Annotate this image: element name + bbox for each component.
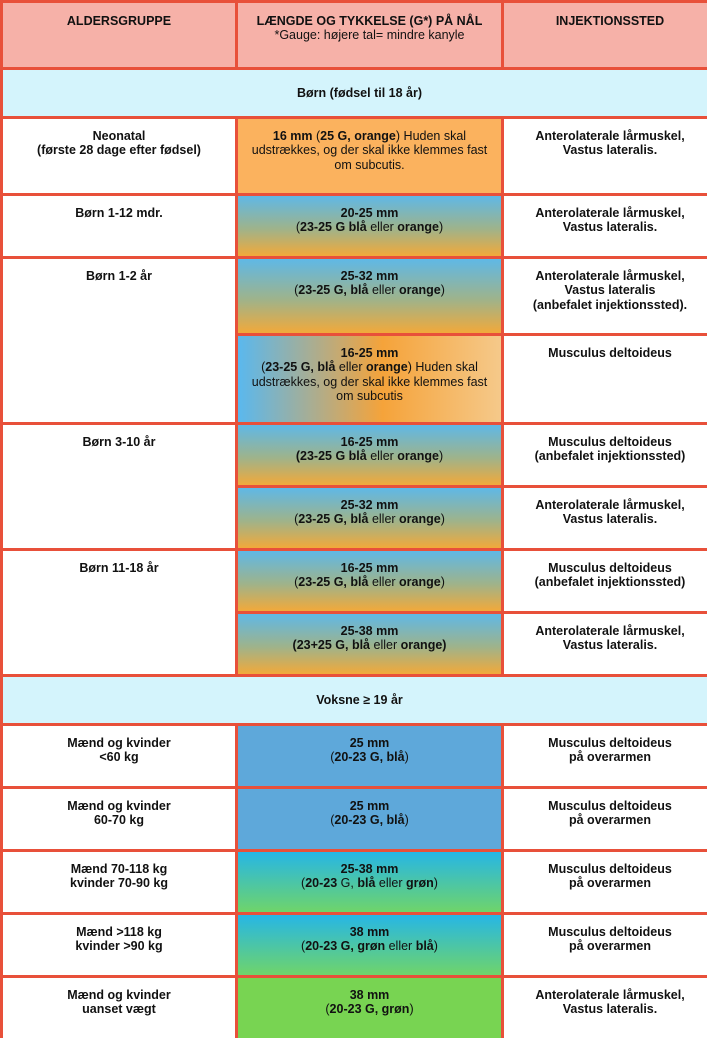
needle-1-2-years-b <box>238 336 501 422</box>
group-line1: Mænd og kvinder <box>67 799 171 813</box>
group-adults-60-70 <box>3 789 235 849</box>
paren-open: ( <box>325 1002 330 1017</box>
gauge-orange: orange <box>399 283 441 298</box>
needle-length: 38 mm <box>349 988 390 1002</box>
needle-1-2-years-a <box>238 259 501 333</box>
group-adults-over-118 <box>3 915 235 975</box>
needle-gauge: 20-23 <box>305 876 338 891</box>
site-11-18-years-b <box>504 614 707 674</box>
gauge-orange: orange <box>400 638 443 653</box>
group-neonatal <box>3 119 235 193</box>
section-children <box>3 70 707 116</box>
needle-adults-70-118 <box>238 852 501 912</box>
site-line3: (anbefalet injektionssted). <box>532 297 688 312</box>
paren-open: ( <box>315 129 321 143</box>
needle-length: 25 mm <box>349 799 390 813</box>
group-adults-70-118 <box>3 852 235 912</box>
needle-gauge-line <box>296 220 443 234</box>
needle-gauge-line <box>294 283 445 297</box>
needle-gauge: 20-23 G, grøn <box>305 939 386 954</box>
site-line1: Musculus deltoideus <box>548 799 672 813</box>
site-line1: Anterolaterale lårmuskel, <box>535 206 685 220</box>
paren-close: ) <box>407 360 412 375</box>
paren-close: ) <box>404 813 409 828</box>
needle-length: 16-25 mm <box>340 346 399 360</box>
needle-adults-60-70 <box>238 789 501 849</box>
site-line2: (anbefalet injektionssted) <box>534 449 686 464</box>
group-text: Børn 11-18 år <box>79 561 159 575</box>
site-adults-60-70 <box>504 789 707 849</box>
site-line2: Vastus lateralis <box>564 283 656 298</box>
paren-open: ( <box>330 813 335 828</box>
group-line1: Mænd >118 kg <box>76 925 162 939</box>
paren-open: ( <box>292 638 297 653</box>
header-needle-text: LÆNGDE OG TYKKELSE (G*) PÅ NÅL <box>256 14 483 28</box>
word-eller: eller <box>373 638 398 653</box>
site-line1: Musculus deltoideus <box>548 862 672 876</box>
section-adults <box>3 677 707 723</box>
needle-3-10-years-a <box>238 425 501 485</box>
needle-11-18-years-a <box>238 551 501 611</box>
needle-11-18-years-b <box>238 614 501 674</box>
site-3-10-years-b <box>504 488 707 548</box>
group-line2: kvinder 70-90 kg <box>70 876 168 891</box>
group-text: Børn 3-10 år <box>82 435 156 449</box>
needle-gauge-line <box>325 1002 413 1016</box>
group-1-12-months <box>3 196 235 256</box>
needle-adults-any-weight <box>238 978 501 1038</box>
group-text: Børn 1-2 år <box>86 269 152 283</box>
needle-gauge: 23-25 G, blå <box>298 512 369 527</box>
needle-gauge: 20-23 G, blå <box>334 813 405 828</box>
needle-length: 25-38 mm <box>340 862 399 876</box>
site-line1: Musculus deltoideus <box>548 561 672 575</box>
site-line2: på overarmen <box>569 813 651 828</box>
paren-open: ( <box>295 449 300 464</box>
gauge-unit: G, <box>340 876 354 891</box>
needle-length: 20-25 mm <box>340 206 399 220</box>
group-line2: uanset vægt <box>82 1002 156 1017</box>
site-1-12-months <box>504 196 707 256</box>
paren-close: ) <box>409 1002 414 1017</box>
needle-gauge: 23-25 G, blå <box>298 575 369 590</box>
needle-gauge: 20-23 G, grøn <box>329 1002 410 1017</box>
needle-gauge: 23-25 G, blå <box>298 283 369 298</box>
needle-gauge-line <box>330 750 409 764</box>
needle-gauge: 23-25 G, blå <box>265 360 336 375</box>
site-line2: Vastus lateralis. <box>562 638 658 653</box>
site-line1: Musculus deltoideus <box>548 346 672 360</box>
needle-gauge-line <box>294 512 445 526</box>
needle-length: 25-38 mm <box>340 624 399 638</box>
needle-gauge-line <box>301 939 438 953</box>
needle-length: 25-32 mm <box>340 498 399 512</box>
needle-gauge: 23+25 G, blå <box>296 638 371 653</box>
group-adults-under-60 <box>3 726 235 786</box>
paren-close: ) <box>433 876 438 891</box>
site-3-10-years-a <box>504 425 707 485</box>
site-line2: (anbefalet injektionssted) <box>534 575 686 590</box>
site-line2: Vastus lateralis. <box>562 220 658 235</box>
needle-gauge-line <box>294 575 445 589</box>
group-11-18-years <box>3 551 235 674</box>
header-injection-site <box>504 3 707 67</box>
word-eller: eller <box>338 360 363 375</box>
needle-neonatal-text <box>244 129 495 172</box>
group-adults-any-weight <box>3 978 235 1038</box>
site-line1: Musculus deltoideus <box>548 736 672 750</box>
needle-length: 16-25 mm <box>340 435 399 449</box>
word-eller: eller <box>388 939 413 954</box>
paren-close: ) <box>442 638 447 653</box>
needle-3-10-years-b <box>238 488 501 548</box>
group-3-10-years <box>3 425 235 548</box>
needle-adults-under-60 <box>238 726 501 786</box>
paren-close: ) <box>433 939 438 954</box>
paren-close: ) <box>395 129 401 143</box>
site-line2: Vastus lateralis. <box>562 512 658 527</box>
paren-open: ( <box>261 360 266 375</box>
group-neonatal-line1: Neonatal <box>92 129 146 143</box>
gauge-orange: orange <box>397 220 439 235</box>
site-adults-over-118 <box>504 915 707 975</box>
needle-note: Huden skal udstrækkes, og der skal ikke klemmes fast om subcutis. <box>251 129 488 172</box>
paren-close: ) <box>438 220 444 235</box>
gauge-orange: orange <box>366 360 408 375</box>
word-eller: eller <box>371 283 396 298</box>
gauge-green: grøn <box>406 876 434 891</box>
word-eller: eller <box>378 876 403 891</box>
paren-close: ) <box>440 283 445 298</box>
needle-1-12-months <box>238 196 501 256</box>
group-line2: kvinder >90 kg <box>75 939 163 954</box>
header-age-group <box>3 3 235 67</box>
section-adults-text: Voksne ≥ 19 år <box>316 692 403 707</box>
needle-gauge: 23-25 G blå <box>300 449 367 464</box>
header-needle <box>238 3 501 67</box>
header-needle-subtitle: *Gauge: højere tal= mindre kanyle <box>274 28 465 43</box>
paren-open: ( <box>301 939 306 954</box>
needle-neonatal <box>238 119 501 193</box>
site-adults-70-118 <box>504 852 707 912</box>
paren-close: ) <box>440 512 445 527</box>
paren-close: ) <box>438 449 444 464</box>
paren-open: ( <box>301 876 306 891</box>
needle-gauge-line <box>244 360 495 403</box>
group-line1: Mænd 70-118 kg <box>70 862 168 876</box>
header-age-group-text: ALDERSGRUPPE <box>66 14 172 28</box>
site-line2: på overarmen <box>569 939 651 954</box>
paren-close: ) <box>404 750 409 765</box>
site-line1: Anterolaterale lårmuskel, <box>535 624 685 638</box>
needle-length: 16-25 mm <box>340 561 399 575</box>
site-1-2-years-b <box>504 336 707 422</box>
site-line2: på overarmen <box>569 750 651 765</box>
header-site-text: INJEKTIONSSTED <box>555 14 665 28</box>
group-line2: 60-70 kg <box>93 813 145 828</box>
needle-gauge-line <box>293 638 447 652</box>
site-adults-any-weight <box>504 978 707 1038</box>
needle-gauge: 23-25 G blå <box>300 220 367 235</box>
site-adults-under-60 <box>504 726 707 786</box>
paren-open: ( <box>330 750 335 765</box>
site-line2: Vastus lateralis. <box>562 143 658 158</box>
gauge-orange: orange <box>399 512 441 527</box>
site-line1: Musculus deltoideus <box>548 925 672 939</box>
site-11-18-years-a <box>504 551 707 611</box>
site-line1: Musculus deltoideus <box>548 435 672 449</box>
word-eller: eller <box>370 220 394 235</box>
word-eller: eller <box>371 575 396 590</box>
site-line1: Anterolaterale lårmuskel, <box>535 129 685 143</box>
needle-length: 38 mm <box>349 925 390 939</box>
group-neonatal-line2: (første 28 dage efter fødsel) <box>37 143 201 158</box>
site-1-2-years-a <box>504 259 707 333</box>
site-line1: Anterolaterale lårmuskel, <box>535 269 685 283</box>
site-line2: på overarmen <box>569 876 651 891</box>
group-line1: Mænd og kvinder <box>67 736 171 750</box>
paren-open: ( <box>294 512 299 527</box>
needle-length: 16 mm <box>272 129 313 143</box>
site-neonatal <box>504 119 707 193</box>
needle-gauge: 25 G, orange <box>320 129 396 143</box>
group-text: Børn 1-12 mdr. <box>75 206 163 220</box>
site-line2: Vastus lateralis. <box>562 1002 658 1017</box>
paren-open: ( <box>295 220 300 235</box>
gauge-orange: orange <box>397 449 439 464</box>
needle-gauge-line <box>330 813 409 827</box>
needle-note: Huden skal udstrækkes, og der skal ikke klemmes fast om subcutis <box>251 360 488 404</box>
needle-length: 25-32 mm <box>340 269 399 283</box>
paren-close: ) <box>440 575 445 590</box>
group-line2: <60 kg <box>99 750 139 765</box>
site-line1: Anterolaterale lårmuskel, <box>535 988 685 1002</box>
needle-gauge-line <box>301 876 438 890</box>
gauge-orange: orange <box>399 575 441 590</box>
site-line1: Anterolaterale lårmuskel, <box>535 498 685 512</box>
paren-open: ( <box>294 575 299 590</box>
needle-length: 25 mm <box>349 736 390 750</box>
group-1-2-years <box>3 259 235 422</box>
word-eller: eller <box>371 512 396 527</box>
gauge-blue: blå <box>415 939 434 954</box>
needle-gauge: 20-23 G, blå <box>334 750 405 765</box>
gauge-blue: blå <box>357 876 376 891</box>
needle-adults-over-118 <box>238 915 501 975</box>
word-eller: eller <box>370 449 394 464</box>
paren-open: ( <box>294 283 299 298</box>
group-line1: Mænd og kvinder <box>67 988 171 1002</box>
needle-gauge-line <box>296 449 443 463</box>
section-children-text: Børn (fødsel til 18 år) <box>296 85 423 100</box>
